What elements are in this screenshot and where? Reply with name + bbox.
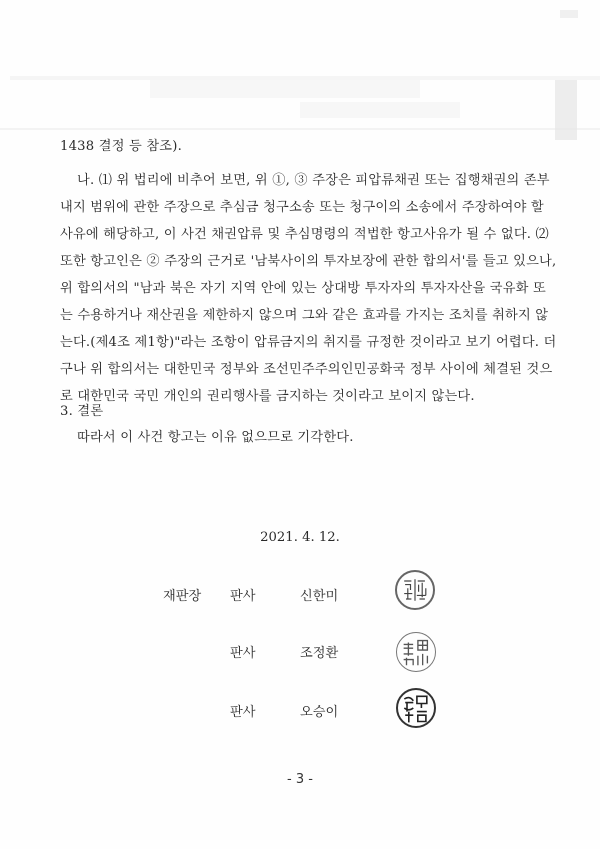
scan-artifact — [560, 10, 578, 18]
text-line: 구나 위 합의서는 대한민국 정부와 조선민주주의인민공화국 정부 사이에 체결된 것으 — [60, 362, 553, 377]
judge-name: 신한미 — [300, 589, 339, 604]
section-heading: 3. 결론 — [60, 404, 104, 419]
judge-title: 판사 — [230, 589, 256, 604]
presiding-judge-role: 재판장 — [163, 589, 202, 604]
text-line: 나. ⑴ 위 법리에 비추어 보면, 위 ①, ③ 주장은 피압류채권 또는 집행채권의 존부 — [77, 173, 550, 188]
text-line: 로 대한민국 국민 개인의 권리행사를 금지하는 것이라고 보이지 않는다. — [60, 389, 475, 404]
text-line: 내지 범위에 관한 주장으로 추심금 청구소송 또는 청구이의 소송에서 주장하여야 할 — [60, 200, 544, 215]
conclusion-text: 따라서 이 사건 항고는 이유 없으므로 기각한다. — [77, 430, 354, 445]
text-line: 위 합의서의 "남과 북은 자기 지역 안에 있는 상대방 투자자의 투자자산을 국유화 또 — [60, 281, 546, 296]
text-line: 사유에 해당하고, 이 사건 채권압류 및 추심명령의 적법한 항고사유가 될 수 없다. ⑵ — [60, 227, 549, 242]
scan-artifact — [0, 128, 600, 130]
page-number: - 3 - — [287, 772, 313, 787]
judge-name: 오승이 — [300, 705, 339, 720]
scan-artifact — [150, 80, 420, 98]
scan-artifact — [555, 80, 577, 140]
text-line: 는다.(제4조 제1항)"라는 조항이 압류금지의 취지를 규정한 것이라고 보기 어렵다. 더 — [60, 335, 557, 350]
judge-title: 판사 — [230, 705, 256, 720]
judge-title: 판사 — [230, 646, 256, 661]
text-line: 는 수용하거나 재산권을 제한하지 않으며 그와 같은 효과를 가지는 조치를 취하지 않 — [60, 308, 549, 323]
seal-icon — [396, 632, 436, 672]
text-line: 또한 항고인은 ② 주장의 근거로 '남북사이의 투자보장에 관한 합의서'를 들고 있으나, — [60, 254, 557, 269]
decision-date: 2021. 4. 12. — [260, 530, 340, 545]
seal-icon — [396, 688, 436, 728]
text-line: 1438 결정 등 참조). — [60, 139, 182, 154]
scan-artifact — [300, 102, 460, 118]
seal-icon — [395, 570, 435, 610]
judge-name: 조정환 — [300, 646, 339, 661]
